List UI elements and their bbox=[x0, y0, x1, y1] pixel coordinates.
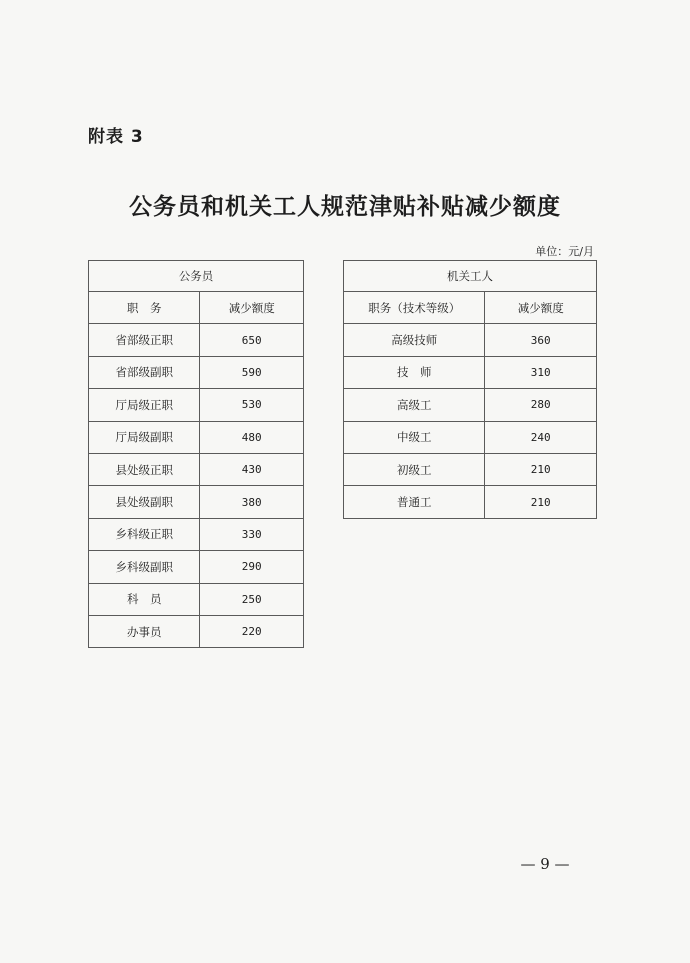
column-header-reduction: 减少额度 bbox=[485, 292, 597, 324]
amount-cell: 220 bbox=[200, 615, 304, 647]
position-cell: 技 师 bbox=[344, 356, 485, 388]
position-cell: 县处级正职 bbox=[89, 453, 200, 485]
position-cell: 科 员 bbox=[89, 583, 200, 615]
amount-cell: 290 bbox=[200, 551, 304, 583]
unit-note: 单位：元/月 bbox=[535, 245, 594, 258]
table-row bbox=[344, 324, 597, 356]
table-row bbox=[89, 583, 304, 615]
position-cell: 办事员 bbox=[89, 615, 200, 647]
amount-cell: 590 bbox=[200, 356, 304, 388]
position-cell: 乡科级副职 bbox=[89, 551, 200, 583]
position-cell: 初级工 bbox=[344, 453, 485, 485]
table-row bbox=[344, 421, 597, 453]
position-cell: 省部级正职 bbox=[89, 324, 200, 356]
position-cell: 中级工 bbox=[344, 421, 485, 453]
table-row bbox=[89, 615, 304, 647]
column-header-position-grade: 职务（技术等级） bbox=[344, 292, 485, 324]
position-cell: 县处级副职 bbox=[89, 486, 200, 518]
table-row bbox=[89, 486, 304, 518]
amount-cell: 210 bbox=[485, 486, 597, 518]
table-row bbox=[344, 453, 597, 485]
page-number: — 9 — bbox=[520, 855, 570, 873]
position-cell: 省部级副职 bbox=[89, 356, 200, 388]
table-row bbox=[89, 324, 304, 356]
position-cell: 乡科级正职 bbox=[89, 518, 200, 550]
table-row bbox=[89, 421, 304, 453]
amount-cell: 210 bbox=[485, 453, 597, 485]
table-caption: 机关工人 bbox=[344, 261, 597, 292]
amount-cell: 360 bbox=[485, 324, 597, 356]
amount-cell: 430 bbox=[200, 453, 304, 485]
amount-cell: 650 bbox=[200, 324, 304, 356]
position-cell: 普通工 bbox=[344, 486, 485, 518]
page-title: 公务员和机关工人规范津贴补贴减少额度 bbox=[129, 193, 561, 220]
amount-cell: 280 bbox=[485, 389, 597, 421]
table-row bbox=[89, 518, 304, 550]
workers-table bbox=[343, 260, 597, 519]
table-row bbox=[344, 389, 597, 421]
table-row bbox=[89, 551, 304, 583]
table-row bbox=[344, 356, 597, 388]
amount-cell: 380 bbox=[200, 486, 304, 518]
table-body bbox=[89, 324, 304, 648]
amount-cell: 250 bbox=[200, 583, 304, 615]
civil-servants-table bbox=[88, 260, 304, 648]
appendix-label: 附表 3 bbox=[88, 127, 144, 147]
column-header-position: 职 务 bbox=[89, 292, 200, 324]
amount-cell: 530 bbox=[200, 389, 304, 421]
position-cell: 厅局级正职 bbox=[89, 389, 200, 421]
position-cell: 厅局级副职 bbox=[89, 421, 200, 453]
amount-cell: 240 bbox=[485, 421, 597, 453]
table-row bbox=[89, 356, 304, 388]
table-body bbox=[344, 324, 597, 518]
column-header-reduction: 减少额度 bbox=[200, 292, 304, 324]
position-cell: 高级工 bbox=[344, 389, 485, 421]
table-row bbox=[89, 389, 304, 421]
table-row bbox=[89, 453, 304, 485]
amount-cell: 480 bbox=[200, 421, 304, 453]
table-row bbox=[344, 486, 597, 518]
amount-cell: 310 bbox=[485, 356, 597, 388]
amount-cell: 330 bbox=[200, 518, 304, 550]
table-caption: 公务员 bbox=[89, 261, 304, 292]
position-cell: 高级技师 bbox=[344, 324, 485, 356]
